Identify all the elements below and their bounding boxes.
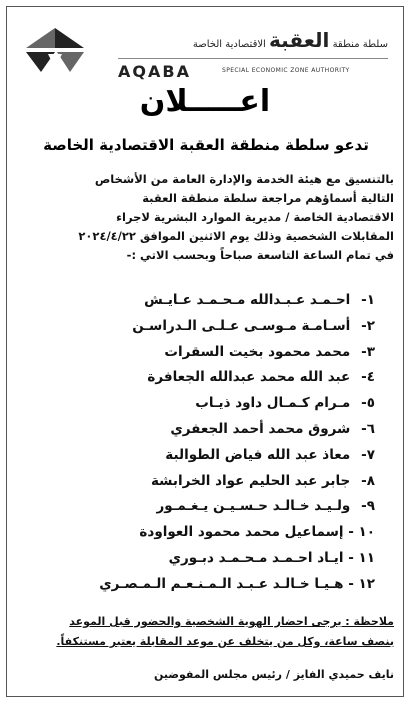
list-item: ٦- شروق محمد أحمد الجعفري (170, 420, 375, 437)
ar-org-main: العقبة (269, 28, 330, 52)
ar-org-prefix: سلطة منطقة (332, 39, 388, 50)
announcement-body (20, 170, 394, 265)
ar-org-suffix: الاقتصادية الخاصة (192, 39, 266, 50)
list-item: ١- احـمـد عـبـدالله مـحـمـد عـايـش (144, 292, 375, 308)
header-rule (118, 58, 388, 59)
list-item: ٨- جابر عبد الحليم عواد الخرابشة (150, 472, 375, 489)
note-line: ملاحظة : يرجى احضار الهوية الشخصية والحضور قبل الموعد (69, 615, 394, 628)
list-item: ١٠ - إسماعيل محمد محمود العواودة (139, 524, 375, 541)
aqaba-logo-icon (26, 28, 84, 76)
announcement-subtitle: تدعو سلطة منطقة العقبة الاقتصادية الخاصة (43, 136, 369, 154)
ar-org-name (193, 28, 388, 52)
list-item: ٥- مـرام كـمـال داود ذيـاب (195, 395, 375, 412)
note (20, 612, 394, 652)
body-line: بالتنسيق مع هيئة الخدمة والإدارة العامة من الأشخاص (94, 172, 394, 186)
list-item: ٩- ولـيـد خـالـد حـسـيـن يـغـمـور (156, 498, 375, 515)
header (8, 10, 402, 80)
signature: نايف حميدي الفايز / رئيس مجلس المفوضين (153, 668, 394, 681)
list-item: ٢- أسـامـة مـوسـى عـلـى الـدراسـن (132, 317, 375, 334)
list-item: ١١ - ايـاد احـمـد مـحـمـد دبـوري (168, 549, 375, 566)
body-line: في تمام الساعة التاسعة صباحاً وبحسب الاتي :- (126, 248, 394, 262)
body-line: المقابلات الشخصية وذلك يوم الاثنين الموافق ٢٠٢٤/٤/٢٢ (78, 229, 394, 243)
note-line: بنصف ساعة، وكل من يتخلف عن موعد المقابلة يعتبر مستنكفاً. (56, 635, 394, 648)
list-item: ٤- عبد الله محمد عبدالله الجعافرة (147, 369, 375, 386)
list-item: ١٢ - هـيـا خـالـد عـبـد الـمـنـعـم الـمـصـري (99, 575, 375, 592)
list-item: ٣- محمد محمود بخيت السقرات (164, 343, 375, 360)
en-brand: AQABA (118, 62, 191, 81)
body-line: التالية أسماؤهم مراجعة سلطة منطقة العقبة (142, 191, 394, 205)
body-line: الاقتصادية الخاصة / مديرية الموارد البشرية لاجراء (116, 210, 394, 224)
names-list (30, 288, 375, 598)
list-item: ٧- معاذ عبد الله فياض الطوالبة (165, 446, 375, 463)
announcement-title: اعـــــلان (139, 84, 271, 119)
en-org-name: SPECIAL ECONOMIC ZONE AUTHORITY (222, 67, 350, 74)
